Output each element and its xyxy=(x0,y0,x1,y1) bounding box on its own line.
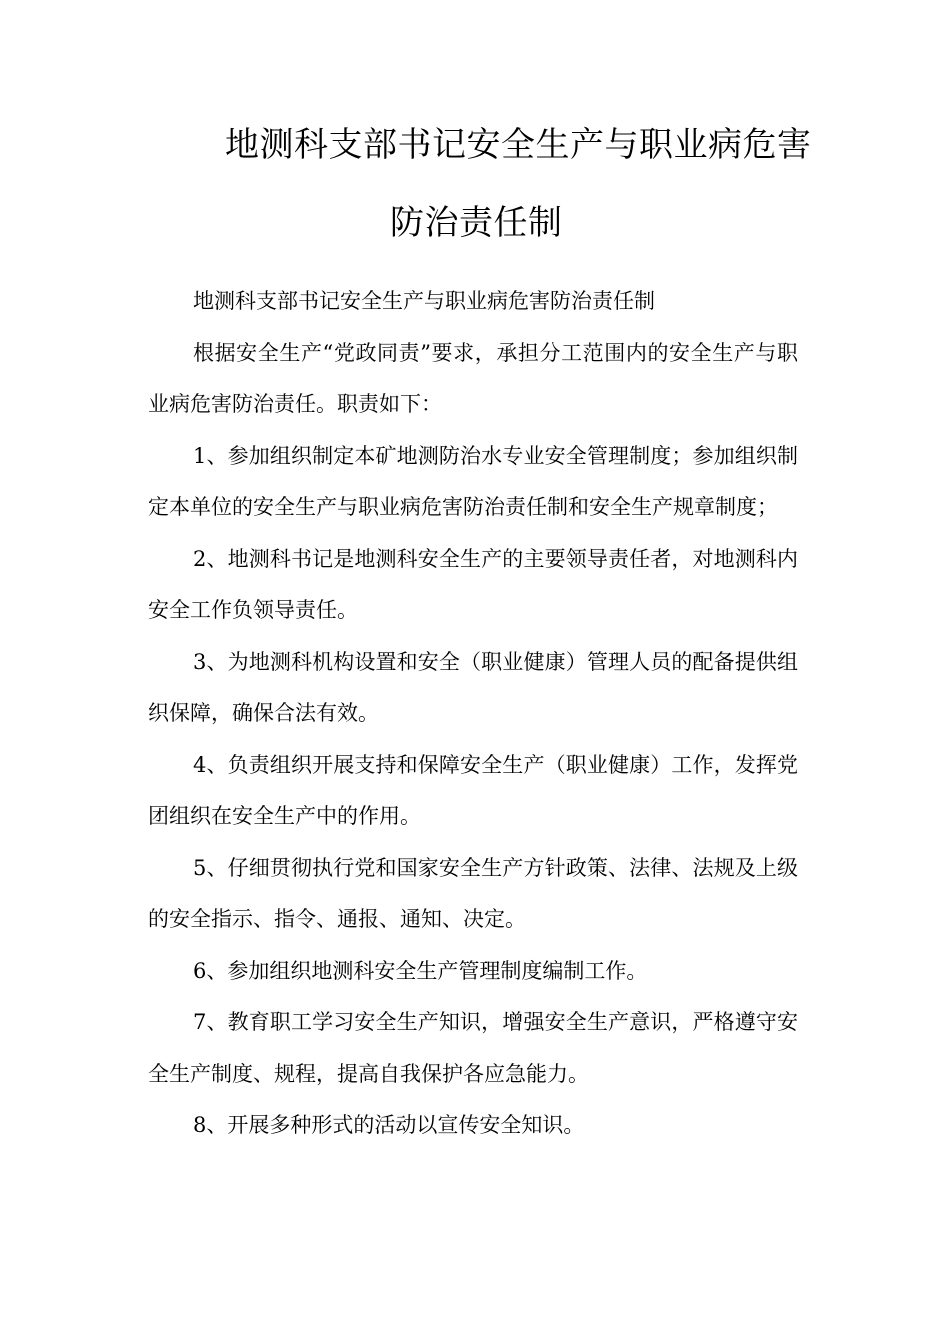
paragraph-item-4: 4、负责组织开展支持和保障安全生产（职业健康）工作，发挥党团组织在安全生产中的作用。 xyxy=(148,752,798,828)
paragraph-item-5: 5、仔细贯彻执行党和国家安全生产方针政策、法律、法规及上级的安全指示、指令、通报、通知、决定。 xyxy=(148,855,798,931)
paragraph-item-8: 8、开展多种形式的活动以宣传安全知识。 xyxy=(193,1113,585,1137)
document-title-line-1: 地测科支部书记安全生产与职业病危害 xyxy=(225,125,812,165)
document-title-line-2: 防治责任制 xyxy=(390,203,563,243)
paragraph-subtitle: 地测科支部书记安全生产与职业病危害防治责任制 xyxy=(193,289,655,313)
paragraph-item-3: 3、为地测科机构设置和安全（职业健康）管理人员的配备提供组织保障，确保合法有效。 xyxy=(148,649,798,725)
paragraph-item-2: 2、地测科书记是地测科安全生产的主要领导责任者，对地测科内安全工作负领导责任。 xyxy=(148,546,798,622)
paragraph-item-6: 6、参加组织地测科安全生产管理制度编制工作。 xyxy=(193,958,648,983)
paragraph-item-7: 7、教育职工学习安全生产知识，增强安全生产意识，严格遵守安全生产制度、规程，提高自我保护各应急能力。 xyxy=(148,1010,798,1086)
paragraph-item-1: 1、参加组织制定本矿地测防治水专业安全管理制度；参加组织制定本单位的安全生产与职业病危害防治责任制和安全生产规章制度； xyxy=(148,443,798,519)
paragraph-intro: 根据安全生产“党政同责”要求，承担分工范围内的安全生产与职业病危害防治责任。职责如下： xyxy=(148,340,798,416)
document-body xyxy=(148,276,798,1152)
